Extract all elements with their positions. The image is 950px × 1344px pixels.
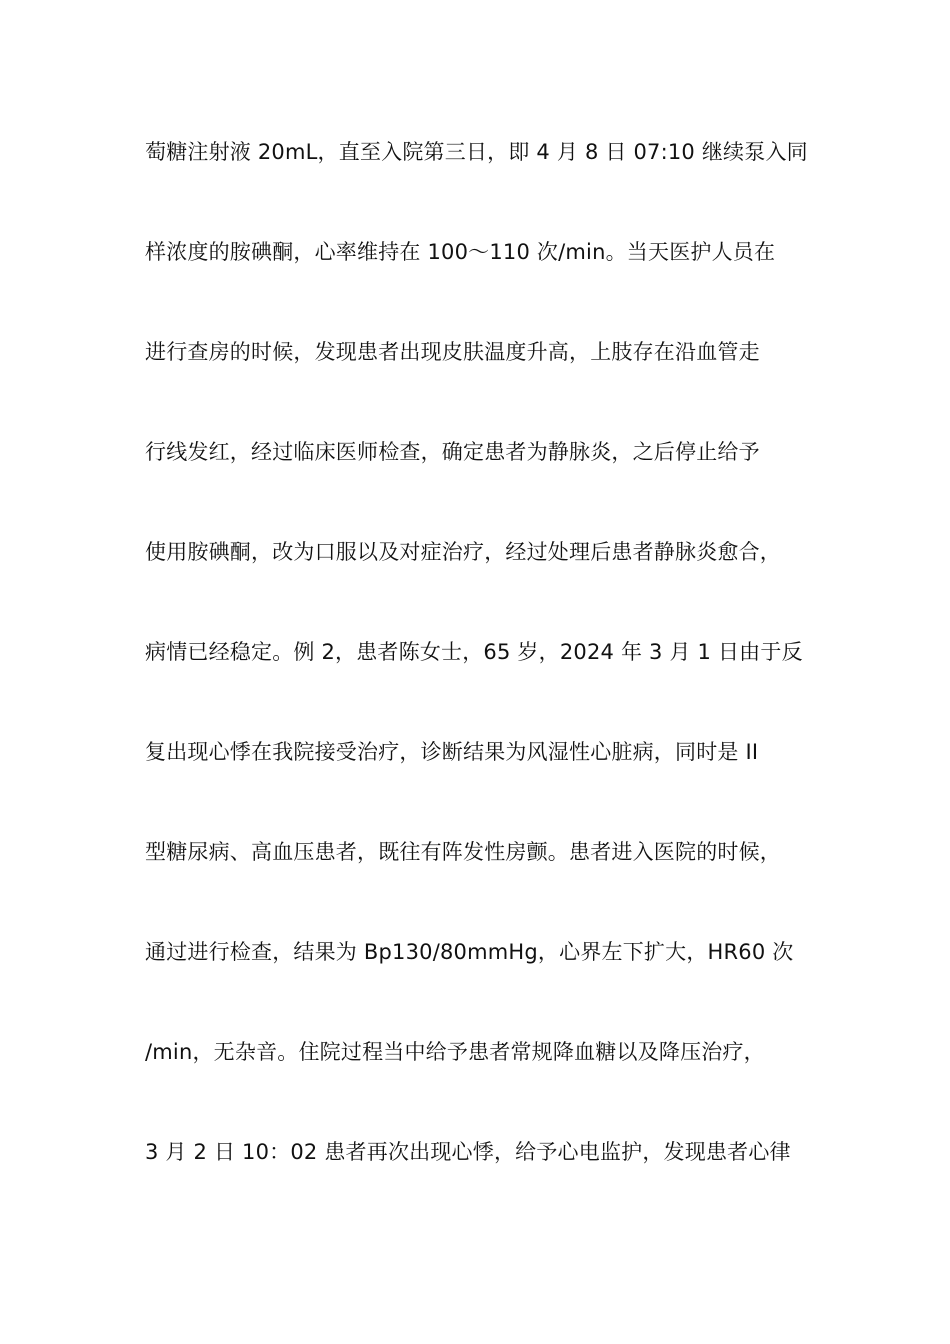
paragraph-line: 使用胺碘酮，改为口服以及对症治疗，经过处理后患者静脉炎愈合，: [145, 540, 781, 564]
paragraph-line: 通过进行检查，结果为 Bp130/80mmHg，心界左下扩大，HR60 次: [145, 940, 794, 964]
paragraph-line: 行线发红，经过临床医师检查，确定患者为静脉炎，之后停止给予: [145, 440, 760, 464]
paragraph-line: 萄糖注射液 20mL，直至入院第三日，即 4 月 8 日 07:10 继续泵入同: [145, 140, 808, 164]
paragraph-line: /min，无杂音。住院过程当中给予患者常规降血糖以及降压治疗，: [145, 1040, 765, 1064]
paragraph-line: 复出现心悸在我院接受治疗，诊断结果为风湿性心脏病，同时是 II: [145, 740, 759, 764]
paragraph-line: 样浓度的胺碘酮，心率维持在 100～110 次/min。当天医护人员在: [145, 240, 776, 264]
paragraph-line: 型糖尿病、高血压患者，既往有阵发性房颤。患者进入医院的时候，: [145, 840, 781, 864]
paragraph-line: 病情已经稳定。例 2，患者陈女士，65 岁，2024 年 3 月 1 日由于反: [145, 640, 803, 664]
document-body: [145, 130, 835, 1230]
paragraph-line: 3 月 2 日 10：02 患者再次出现心悸，给予心电监护，发现患者心律: [145, 1140, 791, 1164]
paragraph-line: 进行查房的时候，发现患者出现皮肤温度升高，上肢存在沿血管走: [145, 340, 760, 364]
